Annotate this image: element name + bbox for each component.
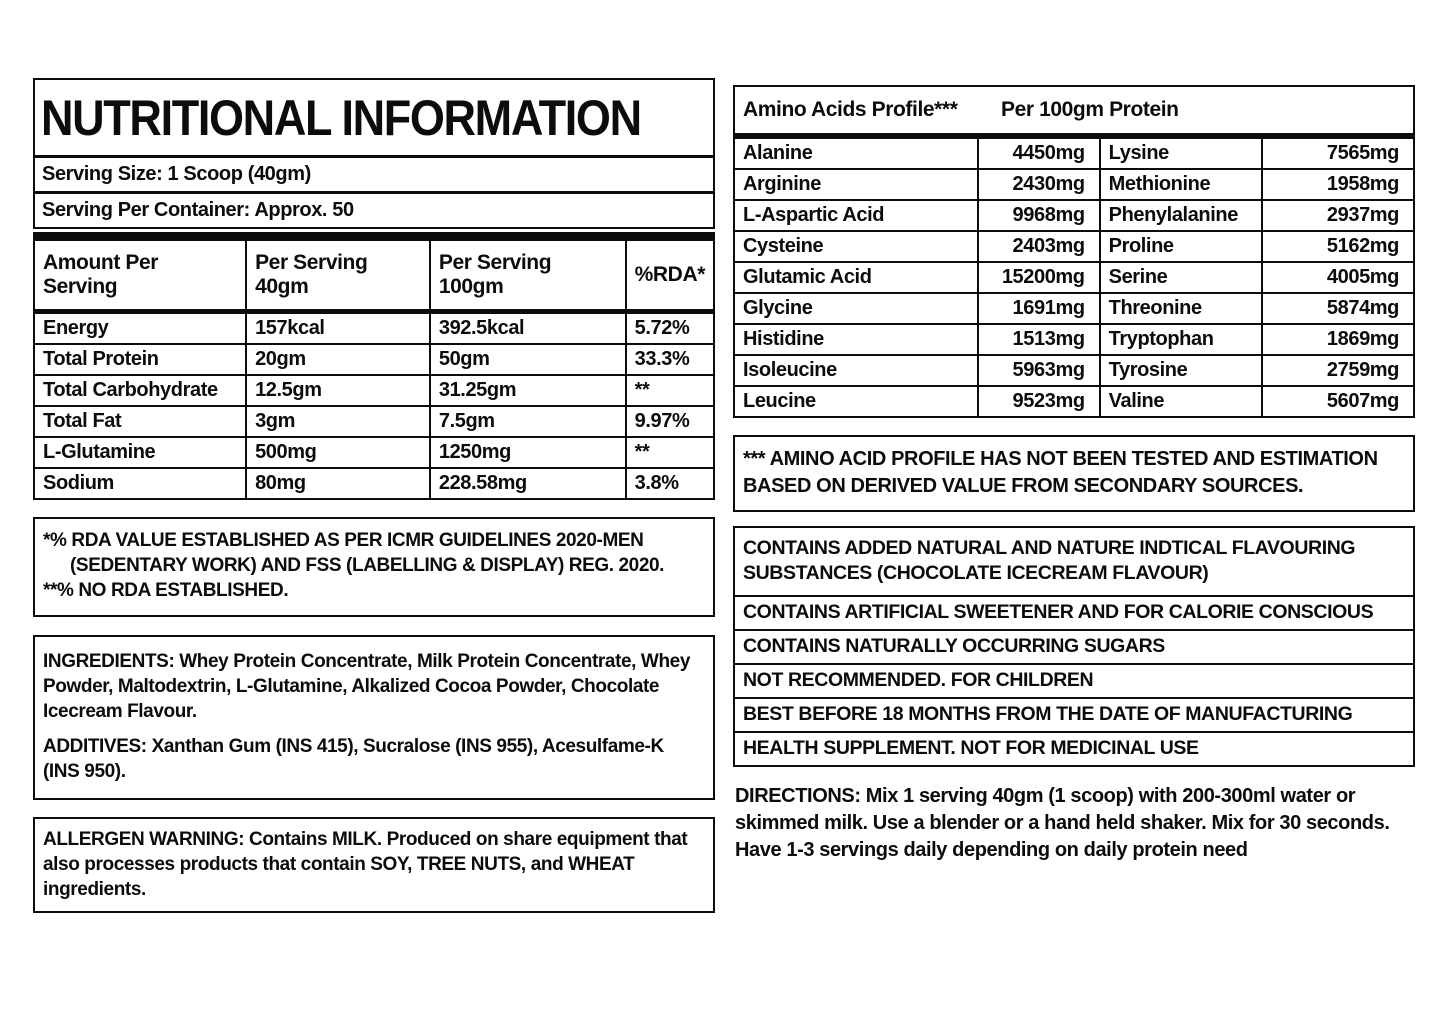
table-row xyxy=(34,312,714,345)
page-title xyxy=(35,80,713,158)
amino-name: Alanine xyxy=(734,136,978,169)
ingredients-box xyxy=(33,635,715,800)
nutrient-name: Total Protein xyxy=(34,344,246,375)
nutrient-per40: 3gm xyxy=(246,406,430,437)
nutrient-per40: 12.5gm xyxy=(246,375,430,406)
amino-name: Serine xyxy=(1100,262,1263,293)
claim-best-before: BEST BEFORE 18 MONTHS FROM THE DATE OF MANUFACTURING xyxy=(735,697,1413,731)
nutrient-per40: 157kcal xyxy=(246,312,430,345)
amino-name: Glutamic Acid xyxy=(734,262,978,293)
serving-per-container: Serving Per Container: Approx. 50 xyxy=(35,191,713,227)
page-title-text: NUTRITIONAL INFORMATION xyxy=(41,90,641,146)
directions-paragraph xyxy=(733,783,1415,864)
ingredients-label: INGREDIENTS: xyxy=(43,651,175,672)
amino-value: 5162mg xyxy=(1262,231,1414,262)
table-row xyxy=(734,386,1414,417)
amino-name: Lysine xyxy=(1100,136,1263,169)
table-row xyxy=(734,293,1414,324)
amino-name: Tyrosine xyxy=(1100,355,1263,386)
nutrient-per100: 7.5gm xyxy=(430,406,626,437)
nutrient-name: Total Carbohydrate xyxy=(34,375,246,406)
amino-name: Cysteine xyxy=(734,231,978,262)
amino-acids-table xyxy=(733,85,1415,418)
amino-value: 5874mg xyxy=(1262,293,1414,324)
table-row xyxy=(734,200,1414,231)
amino-value: 2937mg xyxy=(1262,200,1414,231)
nutrition-header-box xyxy=(33,78,715,229)
rda-note-box xyxy=(33,517,715,617)
amino-value: 1869mg xyxy=(1262,324,1414,355)
claims-stack xyxy=(733,526,1415,767)
table-row xyxy=(734,324,1414,355)
claim-health-supplement: HEALTH SUPPLEMENT. NOT FOR MEDICINAL USE xyxy=(735,731,1413,765)
amino-value: 7565mg xyxy=(1262,136,1414,169)
table-row xyxy=(34,437,714,468)
amino-table-header-cell xyxy=(734,86,1414,136)
amino-profile-subtitle: Per 100gm Protein xyxy=(1001,98,1179,121)
nutrient-per100: 1250mg xyxy=(430,437,626,468)
rda-note-line2: (SEDENTARY WORK) AND FSS (LABELLING & DISPLAY) REG. 2020. xyxy=(70,555,665,576)
table-row xyxy=(734,262,1414,293)
amino-profile-title: Amino Acids Profile*** xyxy=(743,98,958,121)
nutrient-rda: ** xyxy=(626,437,714,468)
rda-note-line1: *% RDA VALUE ESTABLISHED AS PER ICMR GUIDELINES 2020-MEN xyxy=(43,530,644,551)
col-header-amount: Amount Per Serving xyxy=(34,237,246,312)
amino-value: 9968mg xyxy=(978,200,1100,231)
table-row xyxy=(734,169,1414,200)
amino-value: 2430mg xyxy=(978,169,1100,200)
amino-value: 4005mg xyxy=(1262,262,1414,293)
amino-name: Proline xyxy=(1100,231,1263,262)
right-column xyxy=(733,85,1415,864)
nutrient-name: Sodium xyxy=(34,468,246,499)
col-header-per40: Per Serving 40gm xyxy=(246,237,430,312)
nutrient-per100: 31.25gm xyxy=(430,375,626,406)
allergen-label: ALLERGEN WARNING: xyxy=(43,829,245,850)
amino-name: Methionine xyxy=(1100,169,1263,200)
amino-value: 2759mg xyxy=(1262,355,1414,386)
amino-name: Histidine xyxy=(734,324,978,355)
amino-name: Tryptophan xyxy=(1100,324,1263,355)
claim-sugars: CONTAINS NATURALLY OCCURRING SUGARS xyxy=(735,629,1413,663)
table-row xyxy=(734,136,1414,169)
nutrient-name: L-Glutamine xyxy=(34,437,246,468)
nutrient-rda: 9.97% xyxy=(626,406,714,437)
amino-value: 1691mg xyxy=(978,293,1100,324)
serving-size: Serving Size: 1 Scoop (40gm) xyxy=(42,163,311,185)
table-row xyxy=(734,231,1414,262)
nutrition-table xyxy=(33,232,715,500)
amino-value: 4450mg xyxy=(978,136,1100,169)
amino-note-box: *** AMINO ACID PROFILE HAS NOT BEEN TESTED AND ESTIMATION BASED ON DERIVED VALUE FROM SECONDARY SOURCES. xyxy=(733,435,1415,512)
amino-value: 1513mg xyxy=(978,324,1100,355)
nutrition-table-header-row xyxy=(34,237,714,312)
amino-table-header-row xyxy=(734,86,1414,136)
nutrient-rda: 3.8% xyxy=(626,468,714,499)
ingredients-text: Whey Protein Concentrate, Milk Protein Concentrate, Whey Powder, Maltodextrin, L-Glutamine, Alkalized Cocoa Powder, Chocolate Icecream Flavour. xyxy=(43,651,691,722)
amino-name: Glycine xyxy=(734,293,978,324)
table-row xyxy=(734,355,1414,386)
additives-paragraph xyxy=(43,734,703,784)
claim-children: NOT RECOMMENDED. FOR CHILDREN xyxy=(735,663,1413,697)
rda-note-line3: **% NO RDA ESTABLISHED. xyxy=(43,580,289,601)
amino-value: 5963mg xyxy=(978,355,1100,386)
amino-name: L-Aspartic Acid xyxy=(734,200,978,231)
amino-name: Arginine xyxy=(734,169,978,200)
ingredients-paragraph xyxy=(43,649,703,724)
nutrient-rda: ** xyxy=(626,375,714,406)
claim-flavouring: CONTAINS ADDED NATURAL AND NATURE INDTICAL FLAVOURING SUBSTANCES (CHOCOLATE ICECREAM FLAVOUR) xyxy=(743,537,1356,584)
nutrient-per40: 500mg xyxy=(246,437,430,468)
nutrient-name: Energy xyxy=(34,312,246,345)
col-header-per100: Per Serving 100gm xyxy=(430,237,626,312)
table-row xyxy=(34,375,714,406)
col-header-rda: %RDA* xyxy=(626,237,714,312)
nutrient-rda: 33.3% xyxy=(626,344,714,375)
table-row xyxy=(34,406,714,437)
nutrient-rda: 5.72% xyxy=(626,312,714,345)
amino-value: 9523mg xyxy=(978,386,1100,417)
amino-name: Phenylalanine xyxy=(1100,200,1263,231)
nutrient-per40: 80mg xyxy=(246,468,430,499)
allergen-text: Contains MILK. Produced on share equipment that also processes products that contain SOY, TREE NUTS, and WHEAT ingredients. xyxy=(43,829,688,900)
nutrient-per100: 50gm xyxy=(430,344,626,375)
nutrient-name: Total Fat xyxy=(34,406,246,437)
amino-name: Threonine xyxy=(1100,293,1263,324)
nutrient-per40: 20gm xyxy=(246,344,430,375)
additives-text: Xanthan Gum (INS 415), Sucralose (INS 955), Acesulfame-K (INS 950). xyxy=(43,736,664,782)
amino-name: Valine xyxy=(1100,386,1263,417)
directions-text: Mix 1 serving 40gm (1 scoop) with 200-300ml water or skimmed milk. Use a blender or a hand held shaker. Mix for 30 seconds. Have 1-3 servings daily depending on daily protein need xyxy=(735,785,1390,861)
amino-value: 5607mg xyxy=(1262,386,1414,417)
allergen-warning-box xyxy=(33,817,715,913)
nutrient-per100: 228.58mg xyxy=(430,468,626,499)
left-column xyxy=(33,78,715,913)
additives-label: ADDITIVES: xyxy=(43,736,147,757)
table-row xyxy=(34,468,714,499)
amino-value: 15200mg xyxy=(978,262,1100,293)
directions-label: DIRECTIONS: xyxy=(735,785,861,807)
amino-name: Isoleucine xyxy=(734,355,978,386)
claim-sweetener: CONTAINS ARTIFICIAL SWEETENER AND FOR CALORIE CONSCIOUS xyxy=(735,595,1413,629)
amino-name: Leucine xyxy=(734,386,978,417)
nutrient-per100: 392.5kcal xyxy=(430,312,626,345)
amino-value: 2403mg xyxy=(978,231,1100,262)
table-row xyxy=(34,344,714,375)
amino-value: 1958mg xyxy=(1262,169,1414,200)
